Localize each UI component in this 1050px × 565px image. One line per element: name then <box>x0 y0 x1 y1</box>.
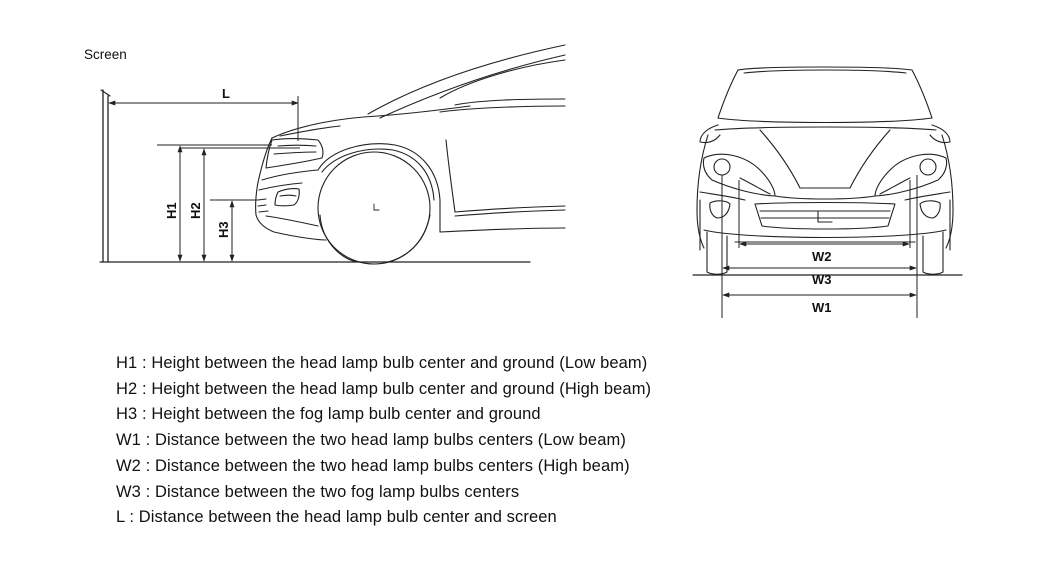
side-labels <box>84 47 231 238</box>
side-dimensions <box>109 96 300 261</box>
legend-item-w2: W2 : Distance between the two head lamp bulbs centers (High beam) <box>116 456 630 475</box>
W2-label: W2 <box>812 249 832 264</box>
H2-label: H2 <box>188 202 203 219</box>
legend-item-w3: W3 : Distance between the two fog lamp bulbs centers <box>116 482 520 501</box>
side-view-car <box>100 45 565 264</box>
legend-item-h3: H3 : Height between the fog lamp bulb center and ground <box>116 405 541 424</box>
W3-label: W3 <box>812 272 832 287</box>
front-dimensions <box>722 175 917 318</box>
L-label: L <box>222 86 230 101</box>
legend-item-h1: H1 : Height between the head lamp bulb center and ground (Low beam) <box>116 354 648 372</box>
front-labels <box>812 249 832 315</box>
legend-item-h2: H2 : Height between the head lamp bulb center and ground (High beam) <box>116 379 652 398</box>
W1-label: W1 <box>812 300 832 315</box>
screen-label: Screen <box>84 47 127 62</box>
H3-label: H3 <box>216 221 231 238</box>
H1-label: H1 <box>164 202 179 219</box>
screen-board <box>101 90 110 262</box>
legend-item-w1: W1 : Distance between the two head lamp bulbs centers (Low beam) <box>116 431 626 450</box>
legend-list <box>116 351 651 531</box>
legend-item-l: L : Distance between the head lamp bulb center and screen <box>116 508 557 527</box>
